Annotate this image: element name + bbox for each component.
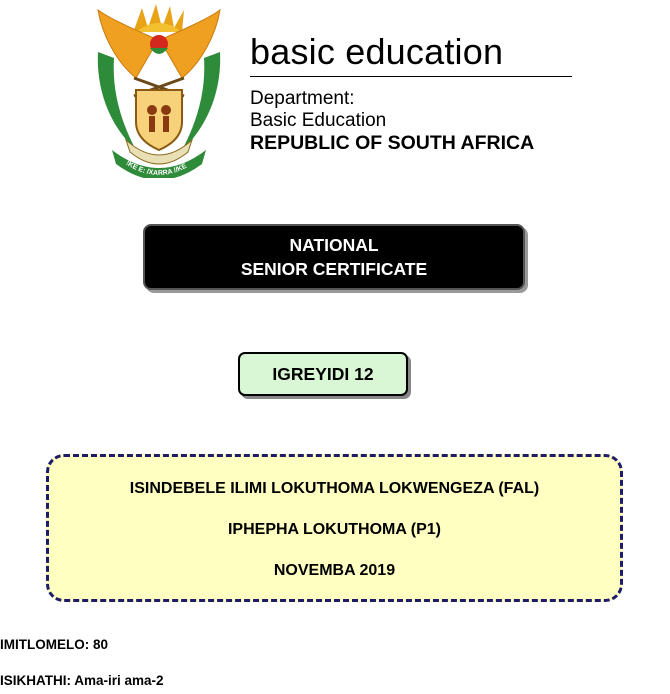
sun-icon [134, 4, 184, 32]
marks-label: IMITLOMELO: [0, 637, 90, 652]
marks-value: 80 [93, 637, 109, 652]
grade-badge [238, 352, 408, 396]
certificate-banner [143, 224, 525, 290]
department-block [250, 88, 534, 154]
certificate-line-senior: SENIOR CERTIFICATE [240, 259, 428, 279]
shield-icon [136, 90, 182, 150]
coat-of-arms-emblem [76, 0, 242, 178]
country-name: REPUBLIC OF SOUTH AFRICA [250, 132, 535, 154]
dept-label: Department: [250, 88, 355, 109]
subject-title: ISINDEBELE ILIMI LOKUTHOMA LOKWENGEZA (FAL) [129, 480, 540, 497]
dept-name: Basic Education [250, 110, 387, 131]
time-row [0, 673, 164, 688]
time-value: Ama-iri ama-2 [74, 673, 164, 688]
paper-title: IPHEPHA LOKUTHOMA (P1) [227, 521, 442, 538]
time-label: ISIKHATHI: [0, 673, 71, 688]
subject-panel [46, 454, 623, 602]
crest-motto: !KE E: /XARRA //KE [124, 159, 188, 178]
certificate-line-national: NATIONAL [289, 235, 379, 255]
brand-title: basic education [250, 32, 572, 77]
grade-label: IGREYIDI 12 [272, 363, 374, 384]
marks-row [0, 637, 108, 652]
exam-date: NOVEMBA 2019 [273, 562, 396, 579]
